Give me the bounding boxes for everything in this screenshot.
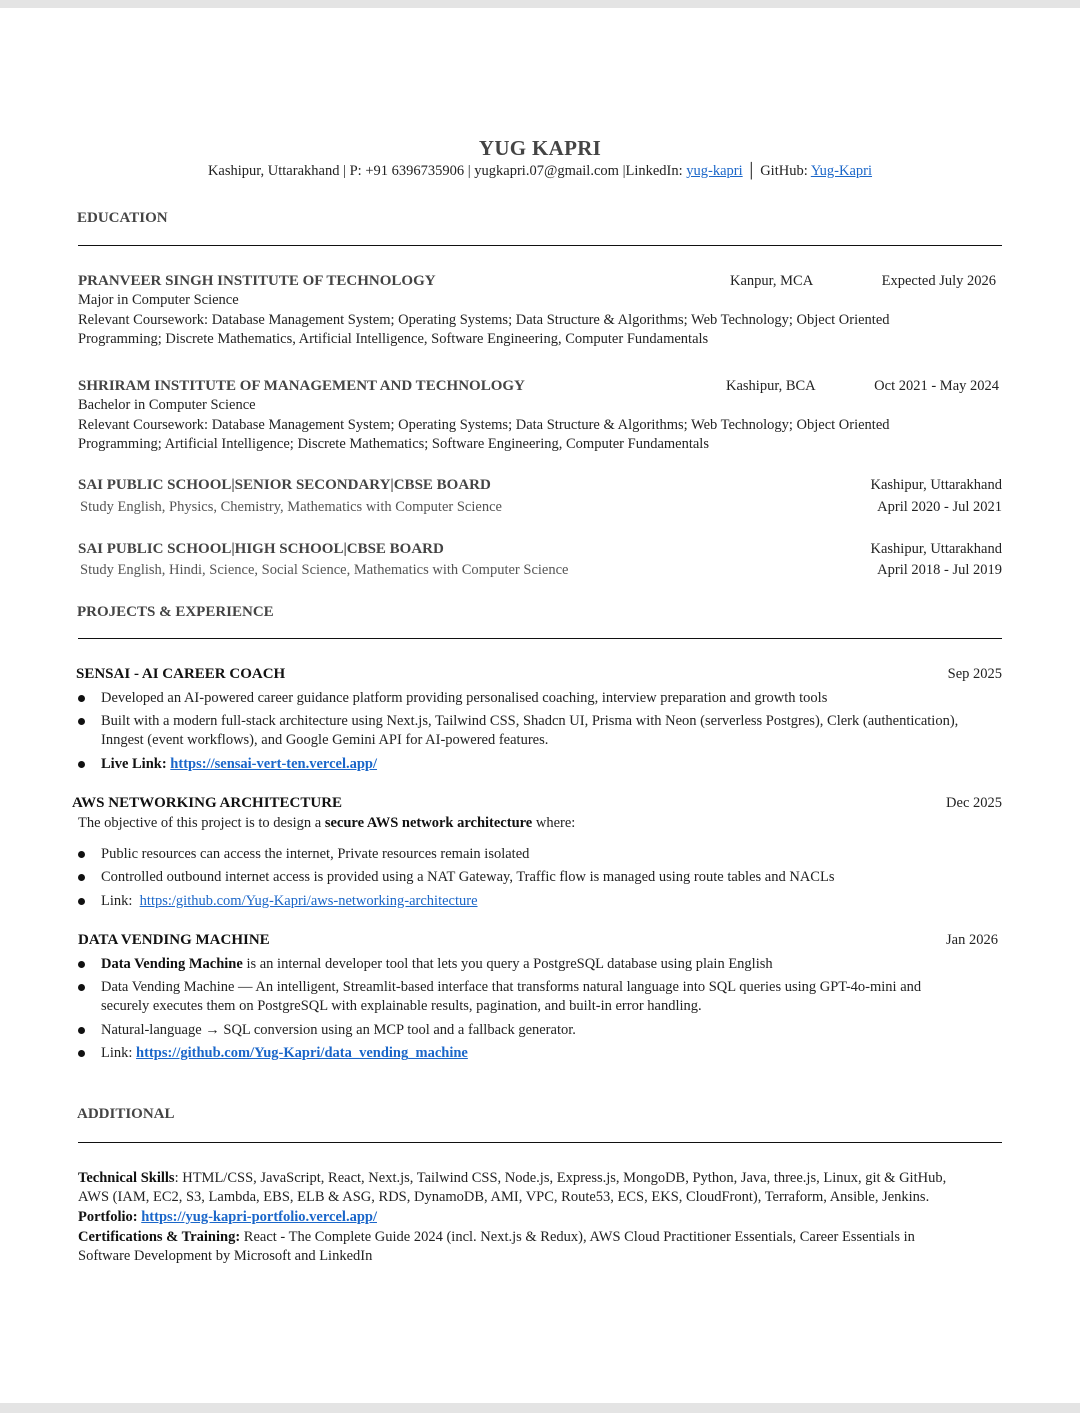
coursework-line: Programming; Discrete Mathematics, Artificial Intelligence, Software Engineering, Computer Fundamentals <box>78 331 709 347</box>
bullet-icon <box>78 695 85 702</box>
project-title: SENSAI - AI CAREER COACH <box>76 666 286 682</box>
candidate-name: YUG KAPRI <box>478 136 602 160</box>
institution-name: SHRIRAM INSTITUTE OF MANAGEMENT AND TECHNOLOGY <box>78 378 525 394</box>
live-link-label: Live Link: <box>101 756 167 772</box>
location: Kashipur, Uttarakhand <box>207 163 340 179</box>
bullet-icon <box>78 1027 85 1034</box>
portfolio: Portfolio: https://yug-kapri-portfolio.vercel.app/ <box>78 1209 377 1225</box>
degree: Bachelor in Computer Science <box>78 397 256 413</box>
institution-place: Kanpur, MCA <box>730 273 814 289</box>
email: yugkapri.07@gmail.com <box>474 163 619 179</box>
degree: Major in Computer Science <box>78 292 239 308</box>
institution-place: Kashipur, Uttarakhand <box>870 477 1002 493</box>
coursework-line: Relevant Coursework: Database Management System; Operating Systems; Data Structure & Algorithms; Web Technology; Object Oriented <box>78 417 890 433</box>
project-date: Sep 2025 <box>947 666 1002 682</box>
certifications-cont: Software Development by Microsoft and LinkedIn <box>78 1248 373 1264</box>
certifications: Certifications & Training: React - The Complete Guide 2024 (incl. Next.js & Redux), AWS Cloud Practitioner Essentials, Career Essentials in <box>78 1229 915 1245</box>
study-subjects: Study English, Physics, Chemistry, Mathematics with Computer Science <box>80 499 502 515</box>
portfolio-link[interactable]: https://yug-kapri-portfolio.vercel.app/ <box>141 1209 377 1225</box>
section-divider <box>78 245 1002 246</box>
education-date: April 2018 - Jul 2019 <box>877 562 1002 578</box>
project-date: Dec 2025 <box>946 795 1002 811</box>
project-title: DATA VENDING MACHINE <box>78 932 270 948</box>
technical-skills-cont: AWS (IAM, EC2, S3, Lambda, EBS, ELB & ASG, RDS, DynamoDB, AMI, VPC, Route53, ECS, EKS, CloudFront), Terraform, Ansible, Jenkins. <box>78 1189 930 1205</box>
phone: P: +91 6396735906 <box>349 163 465 179</box>
education-date: Oct 2021 - May 2024 <box>874 378 999 394</box>
project-intro: The objective of this project is to design a secure AWS network architecture where: <box>78 815 576 831</box>
dvm-repo-link[interactable]: https://github.com/Yug-Kapri/data_vending_machine <box>136 1045 468 1061</box>
resume-page: YUG KAPRI Kashipur, Uttarakhand | P: +91 6396735906 | yugkapri.07@gmail.com |LinkedIn: yug-kapri │ GitHub: Yug-Kapri EDUCATION PRANVEER SINGH INSTITUTE OF TECHNOLOGY Kanpur, MCA Expected July 2026 Major in Computer Science Relevant Coursework: Database Management System; Operating Systems; Data Structure & Algorithms; Web Technology; Object Oriented Programming; Discrete Mathematics, Artificial Intelligence, Software Engineering, Computer Fundamentals SHRIRAM INSTITUTE OF MANAGEMENT AND TECHNOLOGY Kashipur, BCA Oct 2021 - May 2024 Bachelor in Computer Science Relevant Coursework: Database Management System; Operating Systems; Data Structure & Algorithms; Web Technology; Object Oriented Programming; Artificial Intelligence; Discrete Mathematics; Software Engineering, Computer Fundamentals SAI PUBLIC SCHOOL|SENIOR SECONDARY|CBSE BOARD Kashipur, Uttarakhand Study English, Physics, Chemistry, Mathematics with Computer Science April 2020 - Jul 2021 SAI PUBLIC SCHOOL|HIGH SCHOOL|CBSE BOARD Kashipur, Uttarakhand Study English, Hindi, Science, Social Science, Mathematics with Computer Science April 2018 - Jul 2019 PROJECTS & EXPERIENCE SENSAI - AI CAREER COACH Sep 2025 Developed an AI-powered career guidance platform providing personalised coaching, interview preparation and growth tools Built with a modern full-stack architecture using Next.js, Tailwind CSS, Shadcn UI, Prisma with Neon (serverless Postgres), Clerk (authentication), Inngest (event workflows), and Google Gemini API for AI-powered features. Live Link: https://sensai-vert-ten.vercel.app/ AWS NETWORKING ARCHITECTURE Dec 2025 The objective of this project is to design a secure AWS network architecture where: Public resources can access the internet, Private resources remain isolated Controlled outbound internet access is provided using a NAT Gateway, Traffic flow is managed using route tables and NACLs Link: https:/github.com/Yug-Kapri/aws-networking-architecture DATA VENDING MACHINE Jan 2026 Data Vending Machine is an internal developer tool that lets you query a PostgreSQL database using plain English Data Vending Machine — An intelligent, Streamlit-based interface that transforms natural language into SQL queries using GPT-4o-mini and securely executes them on PostgreSQL with explainable results, pagination, and built-in error handling. Natural-language → SQL conversion using an MCP tool and a fallback generator. Link: https://github.com/Yug-Kapri/data_vending_machine ADDITIONAL Technical Skills: HTML/CSS, JavaScript, React, Next.js, Tailwind CSS, Node.js, Express.js, MongoDB, Python, Java, three.js, Linux, git & GitHub, AWS (IAM, EC2, S3, Lambda, EBS, ELB & ASG, RDS, DynamoDB, AMI, VPC, Route53, ECS, EKS, CloudFront), Terraform, Ansible, Jenkins. Portfolio: https://yug-kapri-portfolio.vercel.app/ Certifications & Training: React - The Complete Guide 2024 (incl. Next.js & Redux), AWS Cloud Practitioner Essentials, Career Essentials in Software Development by Microsoft and LinkedIn <box>0 8 1080 1403</box>
education-date: Expected July 2026 <box>881 273 996 289</box>
study-subjects: Study English, Hindi, Science, Social Science, Mathematics with Computer Science <box>80 562 569 578</box>
github-label: GitHub: <box>760 163 808 179</box>
institution-name: PRANVEER SINGH INSTITUTE OF TECHNOLOGY <box>78 273 436 289</box>
section-heading-additional: ADDITIONAL <box>77 1106 175 1122</box>
institution-name: SAI PUBLIC SCHOOL|SENIOR SECONDARY|CBSE BOARD <box>78 477 491 493</box>
bullet-icon <box>78 961 85 968</box>
institution-place: Kashipur, BCA <box>726 378 816 394</box>
bullet-icon <box>78 984 85 991</box>
technical-skills: Technical Skills: HTML/CSS, JavaScript, React, Next.js, Tailwind CSS, Node.js, Express.js, MongoDB, Python, Java, three.js, Linux, git & GitHub, <box>78 1170 947 1186</box>
linkedin-link[interactable]: yug-kapri <box>686 163 743 179</box>
bullet-icon <box>78 874 85 881</box>
bullet-icon <box>78 898 85 905</box>
education-date: April 2020 - Jul 2021 <box>877 499 1002 515</box>
section-divider <box>78 1142 1002 1143</box>
coursework-line: Programming; Artificial Intelligence; Discrete Mathematics; Software Engineering, Computer Fundamentals <box>78 436 709 452</box>
bullet-icon <box>78 718 85 725</box>
section-divider <box>78 638 1002 639</box>
github-link[interactable]: Yug-Kapri <box>810 163 873 179</box>
sensai-live-link[interactable]: https://sensai-vert-ten.vercel.app/ <box>170 756 378 772</box>
bullet-icon <box>78 1050 85 1057</box>
linkedin-label: LinkedIn: <box>625 163 683 179</box>
institution-name: SAI PUBLIC SCHOOL|HIGH SCHOOL|CBSE BOARD <box>78 541 444 557</box>
section-heading-education: EDUCATION <box>77 210 168 226</box>
institution-place: Kashipur, Uttarakhand <box>870 541 1002 557</box>
project-date: Jan 2026 <box>946 932 998 948</box>
bullet-icon <box>78 761 85 768</box>
bullet-icon <box>78 851 85 858</box>
contact-line: Kashipur, Uttarakhand | P: +91 6396735906 | yugkapri.07@gmail.com |LinkedIn: yug-kapri │ GitHub: Yug-Kapri <box>207 163 873 179</box>
project-title: AWS NETWORKING ARCHITECTURE <box>72 795 343 811</box>
section-heading-projects: PROJECTS & EXPERIENCE <box>77 604 274 620</box>
aws-repo-link[interactable]: https:/github.com/Yug-Kapri/aws-networking-architecture <box>139 893 478 909</box>
coursework-line: Relevant Coursework: Database Management System; Operating Systems; Data Structure & Algorithms; Web Technology; Object Oriented <box>78 312 890 328</box>
